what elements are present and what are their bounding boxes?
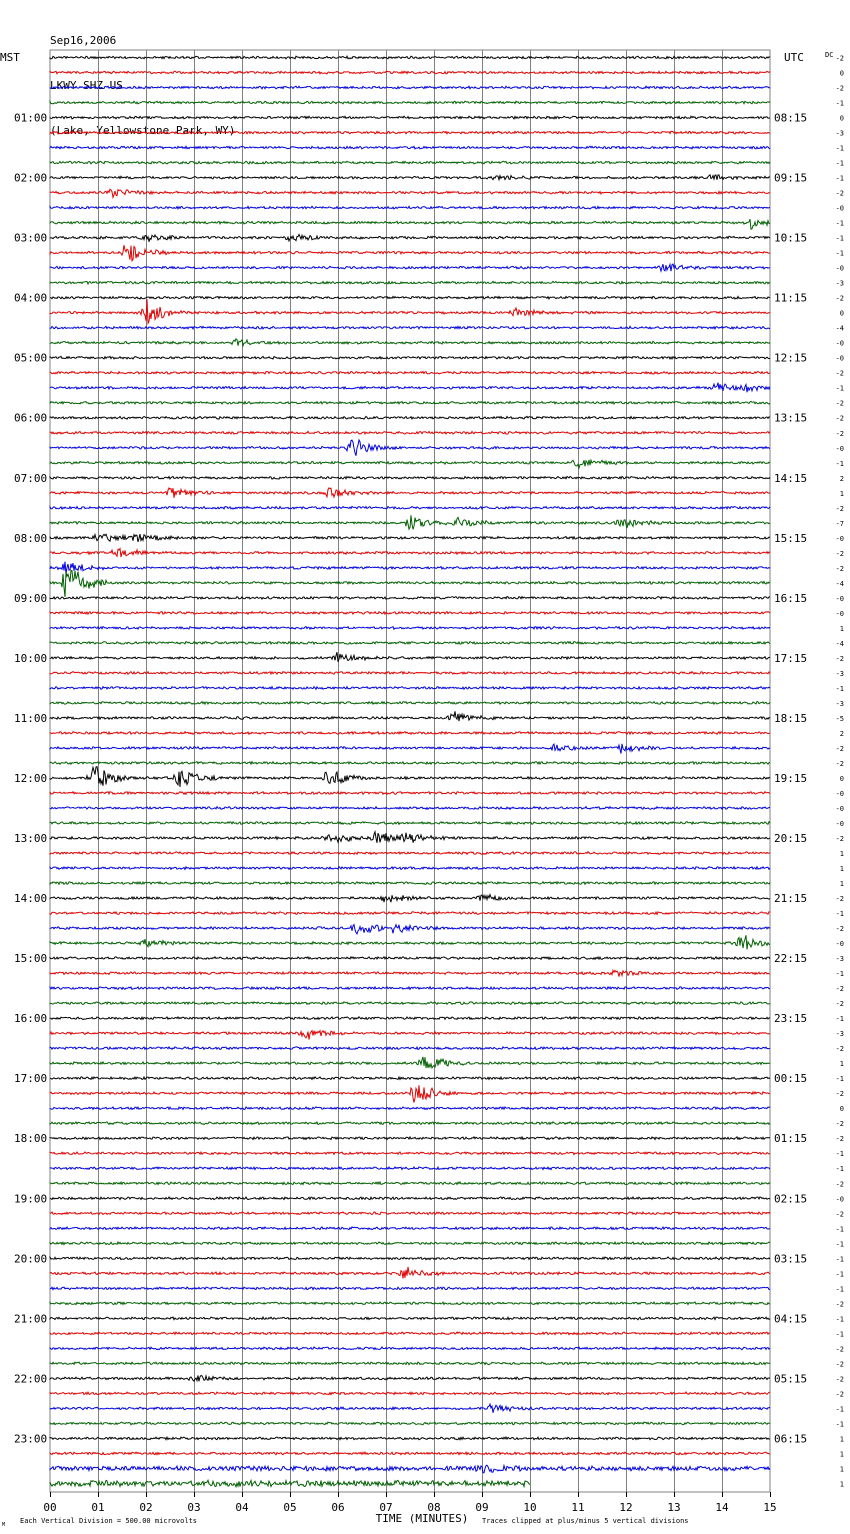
dc-offset-value: 1 xyxy=(839,1480,844,1489)
dc-offset-value: -2 xyxy=(835,1045,844,1054)
seismic-trace xyxy=(50,627,770,630)
dc-offset-value: -1 xyxy=(835,159,844,168)
seismic-trace xyxy=(50,570,770,597)
seismic-trace xyxy=(50,281,770,284)
dc-offset-value: -2 xyxy=(835,1390,844,1399)
dc-offset-value: -0 xyxy=(835,204,844,213)
seismic-trace xyxy=(50,882,770,885)
seismic-trace xyxy=(50,416,770,419)
dc-offset-value: -0 xyxy=(835,594,844,603)
seismic-trace xyxy=(50,1017,770,1020)
dc-offset-value: -1 xyxy=(835,174,844,183)
seismic-trace xyxy=(50,1085,770,1102)
seismic-trace xyxy=(50,383,770,393)
seismic-trace xyxy=(50,970,770,976)
seismic-trace xyxy=(50,71,770,74)
seismic-trace xyxy=(50,515,770,529)
mst-hour-label: 02:00 xyxy=(14,171,48,185)
seismic-trace xyxy=(50,219,770,229)
dc-offset-value: -0 xyxy=(835,805,844,813)
seismic-trace xyxy=(50,234,770,241)
dc-offset-value: 1 xyxy=(839,1450,844,1459)
dc-offset-value: -1 xyxy=(835,1015,844,1024)
dc-offset-value: -1 xyxy=(835,1285,844,1294)
mst-hour-label: 15:00 xyxy=(14,952,48,966)
mst-hour-label: 16:00 xyxy=(14,1012,48,1026)
dc-offset-value: -2 xyxy=(835,895,844,904)
x-tick-label: 10 xyxy=(523,1501,537,1514)
seismic-trace xyxy=(50,1197,770,1200)
utc-hour-label: 04:15 xyxy=(774,1312,808,1326)
seismic-trace xyxy=(50,1031,770,1040)
seismic-trace xyxy=(50,597,770,600)
dc-offset-value: -1 xyxy=(835,234,844,243)
x-tick-label: 08 xyxy=(427,1501,441,1514)
seismic-trace xyxy=(50,264,770,271)
seismic-trace xyxy=(50,1077,770,1080)
seismic-trace xyxy=(50,1122,770,1125)
dc-offset-value: -2 xyxy=(835,744,844,753)
seismic-trace xyxy=(50,1347,770,1350)
mst-hour-label: 13:00 xyxy=(14,832,48,846)
dc-offset-value: -3 xyxy=(835,129,844,138)
utc-hour-label: 06:15 xyxy=(774,1432,808,1446)
dc-offset-value: -2 xyxy=(835,429,844,438)
dc-offset-value: -2 xyxy=(835,84,844,93)
mst-hour-label: 14:00 xyxy=(14,892,48,906)
seismic-trace xyxy=(50,131,770,134)
dc-offset-value: -2 xyxy=(835,835,844,844)
dc-offset-value: -1 xyxy=(835,1270,844,1279)
utc-hour-label: 21:15 xyxy=(774,892,808,906)
dc-offset-value: 1 xyxy=(839,865,844,874)
utc-hour-label: 02:15 xyxy=(774,1192,808,1206)
seismic-trace xyxy=(50,957,770,960)
x-tick-label: 00 xyxy=(43,1501,57,1514)
seismic-trace xyxy=(50,56,770,59)
dc-offset-value: -2 xyxy=(835,1375,844,1384)
utc-hour-label: 22:15 xyxy=(774,952,808,966)
seismic-trace xyxy=(50,1332,770,1335)
utc-hour-label: 13:15 xyxy=(774,411,808,425)
seismic-trace xyxy=(50,1212,770,1215)
dc-offset-value: -3 xyxy=(835,279,844,288)
dc-offset-value: -2 xyxy=(835,369,844,378)
seismic-trace xyxy=(50,1152,770,1155)
utc-hour-label: 05:15 xyxy=(774,1372,808,1386)
utc-hour-label: 03:15 xyxy=(774,1252,808,1266)
seismic-trace xyxy=(50,339,770,346)
seismic-trace xyxy=(50,1392,770,1395)
seismic-trace xyxy=(50,1137,770,1140)
right-axis-label: UTC xyxy=(784,51,804,64)
seismic-trace xyxy=(50,1182,770,1185)
seismic-trace xyxy=(50,431,770,434)
dc-offset-value: -1 xyxy=(835,970,844,979)
dc-offset-value: -2 xyxy=(835,985,844,994)
mst-hour-label: 21:00 xyxy=(14,1312,48,1326)
mst-hour-label: 06:00 xyxy=(14,411,48,425)
dc-offset-value: -2 xyxy=(835,189,844,198)
header-station: LKWY SHZ US xyxy=(50,79,123,92)
seismic-trace xyxy=(50,161,770,164)
dc-offset-value: -2 xyxy=(835,54,844,63)
dc-offset-value: -1 xyxy=(835,219,844,228)
seismic-trace xyxy=(50,822,770,825)
seismic-trace xyxy=(50,299,770,323)
dc-offset-value: -1 xyxy=(835,144,844,153)
seismic-trace xyxy=(50,642,770,645)
dc-offset-value: 1 xyxy=(839,489,844,498)
seismic-trace xyxy=(50,206,770,209)
seismic-trace xyxy=(50,744,770,754)
dc-offset-value: -0 xyxy=(835,339,844,348)
mst-hour-label: 07:00 xyxy=(14,471,48,485)
dc-offset-value: 1 xyxy=(839,880,844,889)
seismic-trace xyxy=(50,326,770,329)
seismic-trace xyxy=(50,371,770,374)
dc-offset-value: -0 xyxy=(835,940,844,949)
utc-hour-label: 16:15 xyxy=(774,591,808,605)
header-date: Sep16,2006 xyxy=(50,34,117,47)
seismic-trace xyxy=(50,895,770,903)
seismic-trace xyxy=(50,1227,770,1230)
x-tick-label: 06 xyxy=(331,1501,345,1514)
utc-hour-label: 14:15 xyxy=(774,471,808,485)
left-axis-label: MST xyxy=(0,51,20,64)
dc-offset-value: -2 xyxy=(835,654,844,663)
seismic-trace xyxy=(50,672,770,675)
seismic-trace xyxy=(50,1452,770,1455)
dc-offset-value: -2 xyxy=(835,549,844,558)
seismic-trace xyxy=(50,732,770,735)
mst-hour-label: 20:00 xyxy=(14,1252,48,1266)
dc-offset-value: -1 xyxy=(835,1255,844,1264)
seismic-trace xyxy=(50,1437,770,1440)
dc-offset-value: -2 xyxy=(835,1180,844,1189)
x-tick-label: 05 xyxy=(283,1501,297,1514)
dc-offset-value: 0 xyxy=(839,774,844,783)
dc-offset-value: 0 xyxy=(839,309,844,318)
seismic-trace xyxy=(50,762,770,765)
dc-offset-value: -1 xyxy=(835,1225,844,1234)
dc-offset-value: -2 xyxy=(835,1210,844,1219)
seismic-trace xyxy=(50,1362,770,1365)
dc-offset-value: -2 xyxy=(835,399,844,408)
seismic-trace xyxy=(50,562,770,574)
dc-offset-value: -1 xyxy=(835,1240,844,1249)
dc-offset-value: -1 xyxy=(835,384,844,393)
seismic-trace xyxy=(50,612,770,615)
seismic-trace xyxy=(50,1002,770,1005)
seismic-trace xyxy=(50,1465,770,1473)
seismic-trace xyxy=(50,1167,770,1170)
seismic-trace xyxy=(50,1404,770,1413)
seismic-trace xyxy=(50,935,770,949)
vertical-division-note: Each Vertical Division = 500.00 microvolts xyxy=(20,1517,198,1525)
x-tick-label: 11 xyxy=(571,1501,585,1514)
dc-offset-value: -2 xyxy=(835,925,844,934)
dc-offset-value: -2 xyxy=(835,564,844,573)
mst-hour-label: 09:00 xyxy=(14,591,48,605)
seismic-trace xyxy=(50,925,770,934)
seismic-trace xyxy=(50,477,770,480)
dc-offset-value: -4 xyxy=(835,639,844,648)
seismic-trace xyxy=(50,1057,770,1068)
dc-offset-value: -0 xyxy=(835,444,844,453)
x-tick-label: 03 xyxy=(187,1501,201,1514)
dc-label: DC xyxy=(825,51,834,59)
mst-hour-label: 01:00 xyxy=(14,111,48,125)
seismic-trace xyxy=(50,711,770,721)
seismic-trace xyxy=(50,1107,770,1110)
seismic-trace xyxy=(50,1287,770,1290)
dc-offset-value: -3 xyxy=(835,699,844,708)
seismic-trace xyxy=(50,101,770,104)
seismic-trace xyxy=(50,440,770,456)
seismic-trace xyxy=(50,1267,770,1279)
utc-hour-label: 15:15 xyxy=(774,531,808,545)
seismic-trace xyxy=(50,1242,770,1245)
mst-hour-label: 03:00 xyxy=(14,231,48,245)
dc-offset-value: -1 xyxy=(835,1420,844,1429)
dc-offset-value: -3 xyxy=(835,955,844,964)
mst-hour-label: 05:00 xyxy=(14,351,48,365)
dc-offset-value: -2 xyxy=(835,294,844,303)
seismic-trace xyxy=(50,488,770,498)
x-tick-label: 02 xyxy=(139,1501,153,1514)
utc-hour-label: 19:15 xyxy=(774,771,808,785)
utc-hour-label: 01:15 xyxy=(774,1132,808,1146)
utc-hour-label: 18:15 xyxy=(774,711,808,725)
dc-offset-value: -4 xyxy=(835,324,844,333)
dc-offset-value: -1 xyxy=(835,1165,844,1174)
seismic-trace xyxy=(50,767,770,787)
seismic-trace xyxy=(50,1376,770,1382)
seismic-trace xyxy=(50,86,770,89)
x-tick-label: 14 xyxy=(715,1501,729,1514)
dc-offset-value: 0 xyxy=(839,114,844,123)
seismic-trace xyxy=(50,687,770,690)
seismic-trace xyxy=(50,356,770,359)
x-tick-label: 01 xyxy=(91,1501,105,1514)
seismic-trace xyxy=(50,792,770,795)
seismic-trace xyxy=(50,460,770,468)
seismic-trace xyxy=(50,1047,770,1050)
utc-hour-label: 20:15 xyxy=(774,832,808,846)
seismic-trace xyxy=(50,116,770,119)
dc-offset-value: -0 xyxy=(835,354,844,363)
seismic-trace xyxy=(50,175,770,180)
dc-offset-value: -1 xyxy=(835,459,844,468)
seismic-trace xyxy=(50,296,770,299)
dc-offset-value: 2 xyxy=(839,474,844,483)
dc-offset-value: -2 xyxy=(835,1300,844,1309)
dc-offset-value: -4 xyxy=(835,579,844,588)
dc-offset-value: -1 xyxy=(835,1075,844,1084)
dc-offset-value: -2 xyxy=(835,1135,844,1144)
seismic-trace xyxy=(50,702,770,705)
x-tick-label: 13 xyxy=(667,1501,681,1514)
dc-offset-value: -1 xyxy=(835,910,844,919)
x-tick-label: 12 xyxy=(619,1501,633,1514)
seismic-trace xyxy=(50,912,770,915)
dc-offset-value: -3 xyxy=(835,1030,844,1039)
x-tick-label: 15 xyxy=(763,1501,777,1514)
seismic-trace xyxy=(50,549,770,558)
dc-offset-value: 1 xyxy=(839,1465,844,1474)
dc-offset-value: 1 xyxy=(839,850,844,859)
seismic-trace xyxy=(50,1302,770,1305)
mst-hour-label: 18:00 xyxy=(14,1132,48,1146)
dc-offset-value: -3 xyxy=(835,669,844,678)
seismic-trace xyxy=(50,1257,770,1260)
corner-mark: M xyxy=(2,1522,6,1528)
seismic-trace xyxy=(50,652,770,662)
dc-offset-value: 1 xyxy=(839,1435,844,1444)
clip-note: Traces clipped at plus/minus 5 vertical divisions xyxy=(482,1517,689,1525)
utc-hour-label: 23:15 xyxy=(774,1012,808,1026)
utc-hour-label: 10:15 xyxy=(774,231,808,245)
seismic-trace xyxy=(50,852,770,855)
seismic-trace xyxy=(50,245,770,261)
dc-offset-value: -1 xyxy=(835,99,844,108)
seismic-trace xyxy=(50,507,770,510)
dc-offset-value: 0 xyxy=(839,1105,844,1114)
mst-hour-label: 04:00 xyxy=(14,291,48,305)
dc-offset-value: -0 xyxy=(835,609,844,618)
seismic-trace xyxy=(50,189,770,197)
utc-hour-label: 11:15 xyxy=(774,291,808,305)
dc-offset-value: -1 xyxy=(835,1150,844,1159)
mst-hour-label: 12:00 xyxy=(14,771,48,785)
dc-offset-value: -7 xyxy=(835,519,844,528)
dc-offset-value: -0 xyxy=(835,820,844,829)
x-tick-label: 09 xyxy=(475,1501,489,1514)
dc-offset-value: -0 xyxy=(835,264,844,273)
utc-hour-label: 17:15 xyxy=(774,651,808,665)
dc-offset-value: -1 xyxy=(835,1330,844,1339)
dc-offset-value: -2 xyxy=(835,759,844,768)
dc-offset-value: 1 xyxy=(839,624,844,633)
utc-hour-label: 08:15 xyxy=(774,111,808,125)
mst-hour-label: 23:00 xyxy=(14,1432,48,1446)
seismic-trace xyxy=(50,534,770,542)
dc-offset-value: -2 xyxy=(835,1090,844,1099)
mst-hour-label: 11:00 xyxy=(14,711,48,725)
x-tick-label: 07 xyxy=(379,1501,393,1514)
seismic-trace xyxy=(50,1422,770,1425)
dc-offset-value: -0 xyxy=(835,534,844,543)
utc-hour-label: 09:15 xyxy=(774,171,808,185)
dc-offset-value: 2 xyxy=(839,729,844,738)
mst-hour-label: 08:00 xyxy=(14,531,48,545)
mst-hour-label: 22:00 xyxy=(14,1372,48,1386)
seismic-trace xyxy=(50,867,770,870)
x-axis-title: TIME (MINUTES) xyxy=(375,1512,469,1525)
dc-offset-value: -1 xyxy=(835,249,844,258)
dc-offset-value: -1 xyxy=(835,684,844,693)
dc-offset-value: -2 xyxy=(835,1000,844,1009)
seismic-trace xyxy=(50,832,770,843)
seismic-trace xyxy=(50,146,770,149)
x-tick-label: 04 xyxy=(235,1501,249,1514)
mst-hour-label: 10:00 xyxy=(14,651,48,665)
mst-hour-label: 17:00 xyxy=(14,1072,48,1086)
seismic-trace xyxy=(50,401,770,404)
utc-hour-label: 12:15 xyxy=(774,351,808,365)
dc-offset-value: -2 xyxy=(835,414,844,423)
dc-offset-value: -1 xyxy=(835,1405,844,1414)
dc-offset-value: 1 xyxy=(839,1060,844,1069)
dc-offset-value: -0 xyxy=(835,1195,844,1204)
dc-offset-value: 0 xyxy=(839,69,844,78)
dc-offset-value: -0 xyxy=(835,789,844,798)
dc-offset-value: -1 xyxy=(835,1315,844,1324)
dc-offset-value: -2 xyxy=(835,1345,844,1354)
seismic-trace xyxy=(50,1317,770,1320)
seismic-trace xyxy=(50,987,770,990)
mst-hour-label: 19:00 xyxy=(14,1192,48,1206)
seismic-trace xyxy=(50,807,770,810)
dc-offset-value: -2 xyxy=(835,504,844,513)
utc-hour-label: 00:15 xyxy=(774,1072,808,1086)
dc-offset-value: -2 xyxy=(835,1120,844,1129)
header-location: (Lake, Yellowstone Park, WY) xyxy=(50,124,236,137)
dc-offset-value: -5 xyxy=(835,714,844,723)
dc-offset-value: -2 xyxy=(835,1360,844,1369)
